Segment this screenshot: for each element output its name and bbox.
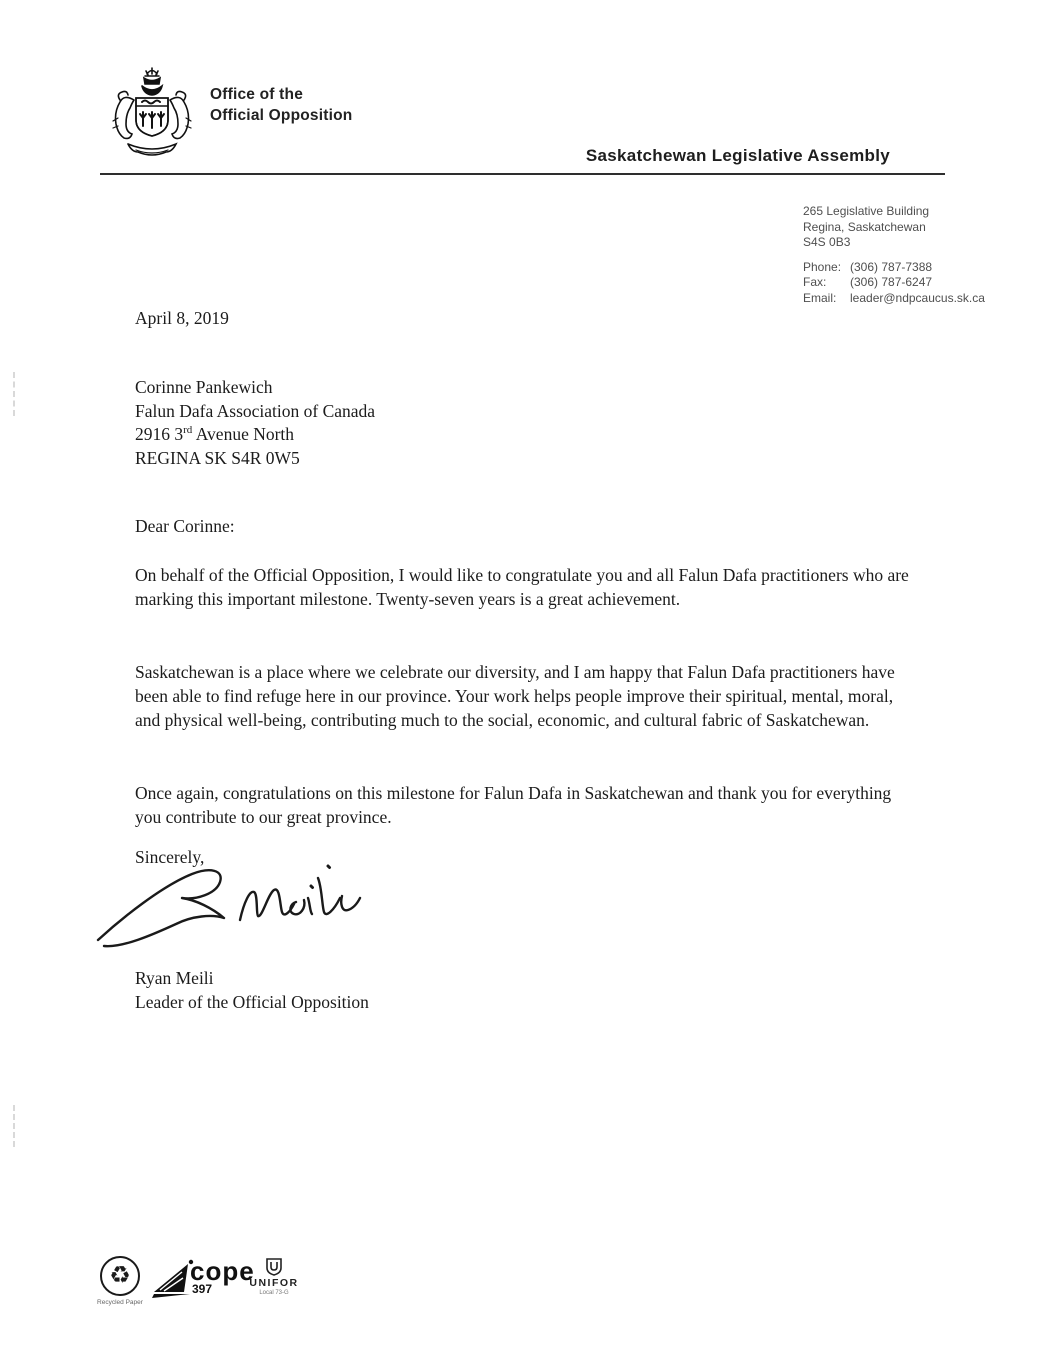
street-number: 2916 3: [135, 424, 184, 444]
contact-email-row: [803, 291, 985, 307]
coat-of-arms-icon: [106, 66, 198, 168]
street-rest: Avenue North: [192, 424, 295, 444]
signer-block: [135, 966, 369, 1014]
salutation: Dear Corinne:: [135, 516, 235, 536]
scan-artifact: [13, 1105, 15, 1147]
recipient-org: Falun Dafa Association of Canada: [135, 400, 376, 421]
header-rule: [100, 173, 945, 175]
recipient-name: Corinne Pankewich: [135, 377, 273, 397]
signer-title: Leader of the Official Opposition: [135, 992, 369, 1012]
letter-date: April 8, 2019: [135, 308, 229, 328]
unifor-local: Local 73-G: [259, 1290, 289, 1296]
cope-397-logo: [150, 1258, 255, 1302]
office-title: [210, 84, 352, 126]
signature-icon: [92, 858, 362, 953]
cope-text: [190, 1258, 255, 1296]
email-value: leader@ndpcaucus.sk.ca: [850, 290, 985, 305]
recycled-paper-label: Recycled Paper: [97, 1299, 143, 1306]
fax-label: Fax:: [803, 275, 827, 289]
fax-value: (306) 787-6247: [850, 275, 933, 289]
recipient-street: [135, 423, 375, 447]
recycle-icon: ♻: [100, 1256, 140, 1296]
office-title-line2: Official Opposition: [210, 107, 353, 124]
recipient-city: REGINA SK S4R 0W5: [135, 447, 300, 468]
email-label: Email:: [803, 290, 837, 305]
coat-of-arms-logo: [106, 66, 198, 173]
cope-name: cope: [190, 1256, 255, 1286]
body-paragraph-1: On behalf of the Official Opposition, I would like to congratulate you and all Falun Dafa practitioners who are marking this important milestone. Twenty-seven years is a great achievement.: [135, 565, 909, 609]
closing: Sincerely,: [135, 847, 205, 867]
scan-artifact: [13, 372, 15, 416]
phone-value: (306) 787-7388: [850, 259, 933, 274]
contact-address: [803, 204, 985, 251]
recycled-paper-logo: [92, 1256, 148, 1306]
signer-name: Ryan Meili: [135, 968, 214, 988]
street-ordinal: rd: [183, 424, 193, 437]
assembly-title: Saskatchewan Legislative Assembly: [585, 146, 890, 165]
contact-address-line3: S4S 0B3: [803, 235, 851, 249]
contact-address-line1: 265 Legislative Building: [803, 204, 930, 218]
phone-label: Phone:: [803, 259, 842, 274]
contact-address-line2: Regina, Saskatchewan: [803, 219, 926, 234]
contact-fax-row: [803, 275, 985, 291]
unifor-shield-icon: [266, 1258, 282, 1276]
office-title-line1: Office of the: [210, 86, 304, 103]
unifor-name: UNIFOR: [249, 1277, 299, 1289]
body-paragraph-3: Once again, congratulations on this milestone for Falun Dafa in Saskatchewan and thank you for everything you contribute to our great province.: [135, 783, 892, 827]
unifor-logo: [248, 1258, 300, 1296]
contact-block: [803, 204, 985, 306]
cope-number: 397: [192, 1282, 213, 1296]
contact-numbers: [803, 260, 985, 307]
signature-handwriting: [92, 858, 362, 958]
contact-phone-row: [803, 260, 985, 276]
recipient-block: [135, 376, 375, 470]
body-paragraph-2: Saskatchewan is a place where we celebrate our diversity, and I am happy that Falun Dafa practitioners have been able to find refuge here in our province. Your work helps people improve their spiritual, mental, moral, and physical well-being, contributing much to the social, economic, and cultural fabric of Saskatchewan.: [135, 662, 895, 730]
